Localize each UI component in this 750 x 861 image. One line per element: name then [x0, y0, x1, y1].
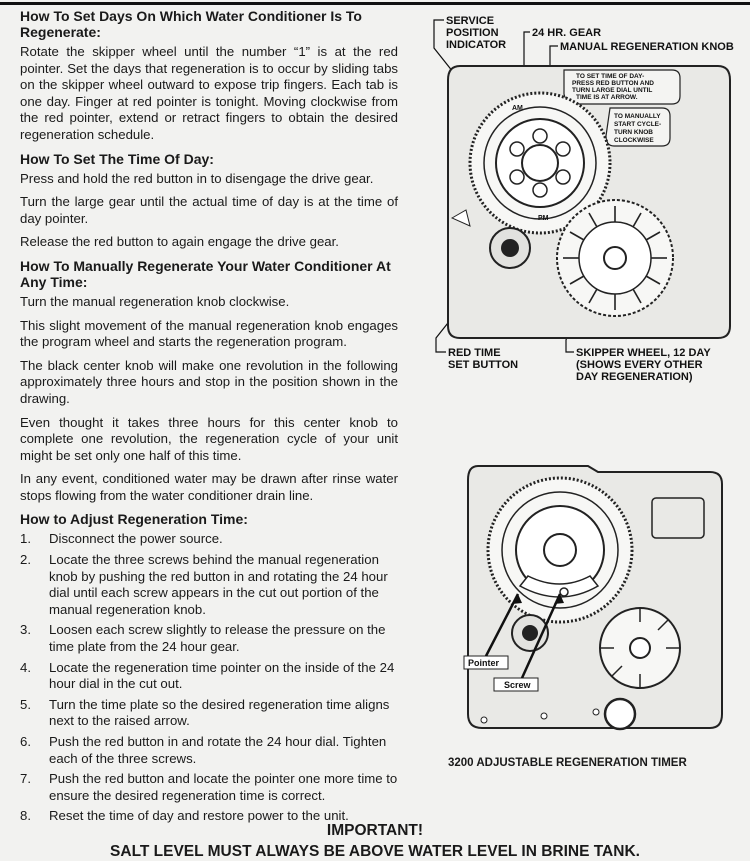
- list-item: 3. Loosen each screw slightly to release the pressure on the time plate from the 24 hour gear.: [20, 622, 386, 655]
- knob-hole: [556, 170, 570, 184]
- screw-icon: [560, 588, 568, 596]
- list-item: 8. Reset the time of day and restore power to the unit.: [20, 808, 349, 824]
- dial-pm-label: PM: [538, 215, 549, 222]
- red-button-2-center: [522, 625, 538, 641]
- knob-center-2: [544, 534, 576, 566]
- knob-hole: [510, 170, 524, 184]
- heading-manual-regen: How To Manually Regenerate Your Water Conditioner At Any Time:: [20, 257, 391, 290]
- list-item: 5. Turn the time plate so the desired regeneration time aligns next to the raised arrow.: [20, 696, 390, 729]
- note-manual-2: START CYCLE-: [614, 121, 662, 128]
- note-manual-3: TURN KNOB: [614, 129, 653, 136]
- label-skipper-1: SKIPPER WHEEL, 12 DAY: [576, 347, 711, 359]
- label-24hr-gear: 24 HR. GEAR: [532, 27, 602, 39]
- label-service-2: POSITION: [446, 27, 499, 39]
- note-manual-4: CLOCKWISE: [614, 137, 654, 144]
- knob-hole: [533, 183, 547, 197]
- mount-hole: [541, 713, 547, 719]
- heading-adjust-regen: How to Adjust Regeneration Time:: [20, 511, 248, 528]
- label-skipper-3: DAY REGENERATION): [576, 371, 693, 383]
- note-time-2: PRESS RED BUTTON AND: [572, 80, 654, 87]
- plate-hole: [605, 699, 635, 729]
- knob-center: [522, 145, 558, 181]
- list-item: 2. Locate the three screws behind the manual regeneration knob by pushing the red button in and rotating the 24 hour dial until each screw appears in the cut out portion of the manual regeneration knob.: [20, 552, 388, 617]
- label-skipper-2: (SHOWS EVERY OTHER: [576, 359, 703, 371]
- red-button-center: [501, 239, 519, 257]
- paragraph-manual-3: The black center knob will make one revolution in the following approximately three hours and stop in the position shown in the drawing.: [20, 357, 398, 406]
- note-time-1: TO SET TIME OF DAY-: [576, 73, 645, 80]
- heading-set-days: How To Set Days On Which Water Conditioner Is To Regenerate:: [20, 8, 362, 40]
- label-red-button-2: SET BUTTON: [448, 359, 519, 371]
- note-time-3: TURN LARGE DIAL UNTIL: [572, 87, 653, 94]
- important-title: IMPORTANT!: [326, 822, 424, 839]
- paragraph-time-3: Release the red button to again engage the drive gear.: [20, 234, 339, 250]
- list-item: 6. Push the red button in and rotate the 24 hour dial. Tighten each of the three screws.: [20, 734, 387, 766]
- label-service-1: SERVICE: [446, 15, 495, 27]
- paragraph-time-2: Turn the large gear until the actual time of day is at the time of day pointer.: [20, 194, 398, 226]
- label-manual-knob: MANUAL REGENERATION KNOB: [560, 41, 734, 53]
- label-red-button-1: RED TIME: [448, 347, 501, 359]
- dial-am-label: AM: [512, 105, 523, 112]
- timer-diagram: [400, 8, 745, 388]
- mount-hole: [481, 717, 487, 723]
- important-text: SALT LEVEL MUST ALWAYS BE ABOVE WATER LEVEL IN BRINE TANK.: [110, 843, 640, 860]
- adjust-steps-list: [20, 531, 398, 825]
- paragraph-manual-5: In any event, conditioned water may be drawn after rinse water stops flowing from the water conditioner drain line.: [20, 471, 398, 503]
- adjustable-timer-diagram: [460, 458, 730, 743]
- paragraph-manual-4: Even thought it takes three hours for this center knob to complete one revolution, the regeneration cycle of your unit might be set only one half of this time.: [20, 414, 398, 463]
- knob-hole: [510, 142, 524, 156]
- knob-hole: [533, 129, 547, 143]
- note-time-4: TIME IS AT ARROW.: [576, 94, 638, 101]
- paragraph-manual-2: This slight movement of the manual regeneration knob engages the program wheel and starts the regeneration program.: [20, 317, 398, 350]
- paragraph-set-days: Rotate the skipper wheel until the number “1” is at the red pointer. Set the days that regeneration is to occur by sliding tabs on the skipper wheel outward to expose trip fingers. Each tab is one day. Finger at red pointer is tonight. Moving clockwise from the red pointer, extend or retract fingers to obtain the desired regeneration schedule.: [20, 44, 398, 142]
- heading-set-time: How To Set The Time Of Day:: [20, 150, 214, 167]
- note-manual-1: TO MANUALLY: [614, 113, 661, 120]
- mount-hole: [593, 709, 599, 715]
- knob-hole: [556, 142, 570, 156]
- list-item: 4. Locate the regeneration time pointer on the inside of the 24 hour dial in the cut out.: [20, 659, 395, 692]
- instructions-column: [20, 8, 398, 829]
- screw-label: Screw: [504, 680, 531, 690]
- label-service-3: INDICATOR: [446, 39, 507, 51]
- paragraph-manual-1: Turn the manual regeneration knob clockwise.: [20, 293, 290, 309]
- list-item: 1. Disconnect the power source.: [20, 531, 223, 547]
- diagram-caption: 3200 ADJUSTABLE REGENERATION TIMER: [448, 757, 687, 769]
- pointer-label: Pointer: [468, 658, 500, 668]
- skipper-wheel-center: [604, 247, 626, 269]
- paragraph-time-1: Press and hold the red button in to disengage the drive gear.: [20, 170, 374, 186]
- list-item: 7. Push the red button and locate the pointer one more time to ensure the desired regeneration time is correct.: [20, 771, 398, 803]
- skipper-wheel-2-center: [630, 638, 650, 658]
- top-rule: [0, 2, 750, 5]
